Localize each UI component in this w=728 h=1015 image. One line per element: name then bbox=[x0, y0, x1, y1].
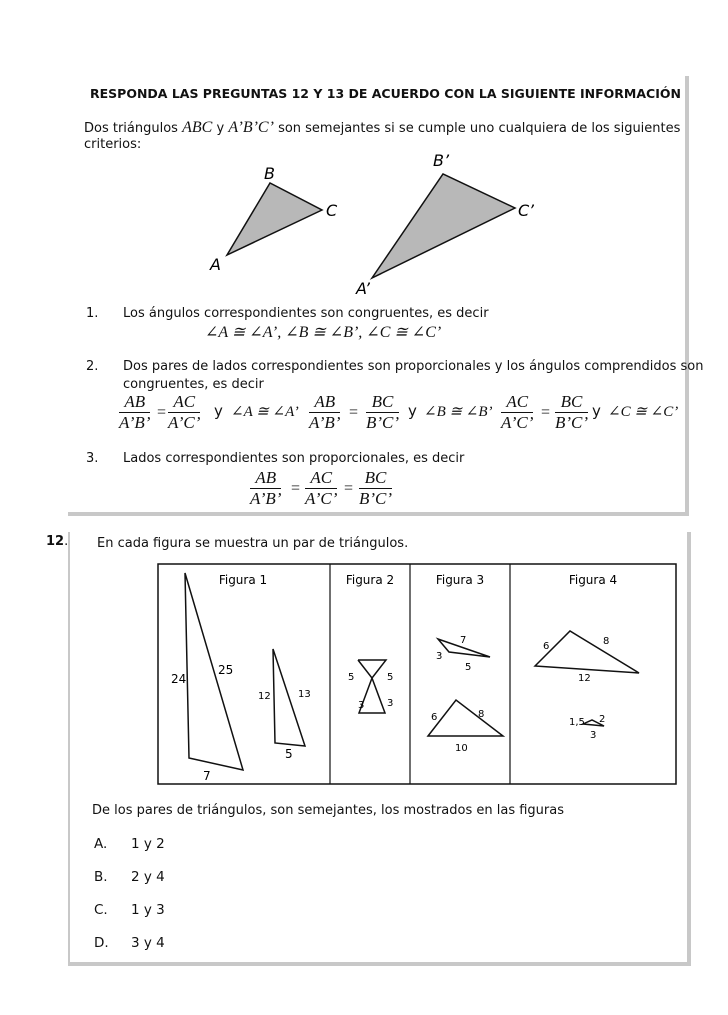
c2-y-1: y bbox=[214, 402, 223, 420]
intro-line-2: criterios: bbox=[84, 137, 142, 152]
option-d[interactable] bbox=[94, 935, 165, 951]
option-b-text: 2 y 4 bbox=[131, 869, 165, 885]
fig1-label-7: 7 bbox=[203, 769, 211, 783]
option-c-letter: C. bbox=[94, 902, 108, 918]
c2-eq-1: = bbox=[157, 404, 167, 421]
triangle-abc-prime: A’B’C’ bbox=[228, 119, 274, 136]
fig1-label-24: 24 bbox=[171, 672, 187, 686]
label-big-B: B’ bbox=[433, 151, 450, 170]
fig4-label-2: 2 bbox=[599, 714, 606, 725]
c3-frac-ab: $\frac{AB}{A’B’}$ bbox=[250, 468, 282, 508]
fig4-label-12: 12 bbox=[578, 673, 591, 684]
triangle-abc: ABC bbox=[182, 119, 213, 136]
option-d-letter: D. bbox=[94, 935, 109, 951]
figure-2-title: Figura 2 bbox=[345, 573, 395, 587]
c2-frac-ac-3: $\frac{AC}{A’C’}$ bbox=[501, 392, 534, 432]
criterion-1-text: Los ángulos correspondientes son congruentes, es decir bbox=[123, 306, 489, 321]
c3-frac-bc: $\frac{BC}{B’C’}$ bbox=[359, 468, 393, 508]
criterion-2-text-2: congruentes, es decir bbox=[123, 377, 264, 392]
option-b-letter: B. bbox=[94, 869, 108, 885]
label-small-C: C bbox=[326, 201, 338, 220]
c2-angle-a: ∠A ≅ ∠A’ bbox=[231, 404, 299, 420]
intro-mid: y bbox=[216, 121, 225, 136]
c2-frac-ab-2: $\frac{AB}{A’B’}$ bbox=[309, 392, 341, 432]
c2-y-2: y bbox=[408, 402, 417, 420]
c3-frac-ac: $\frac{AC}{A’C’}$ bbox=[305, 468, 338, 508]
fig3-large-triangle bbox=[428, 700, 503, 736]
c2-angle-b: ∠B ≅ ∠B’ bbox=[424, 404, 493, 420]
small-triangle bbox=[227, 183, 322, 255]
fig2-label-5b: 5 bbox=[387, 672, 394, 683]
header-title: RESPONDA LAS PREGUNTAS 12 Y 13 DE ACUERDO CON LA SIGUIENTE INFORMACIÓN bbox=[90, 86, 681, 101]
fig1-label-13: 13 bbox=[298, 689, 311, 700]
fig1-label-12: 12 bbox=[258, 691, 271, 702]
fig4-label-6: 6 bbox=[543, 641, 550, 652]
criterion-3-number: 3. bbox=[86, 451, 99, 466]
fig3-label-8: 8 bbox=[478, 709, 485, 720]
c3-eq-2: = bbox=[344, 480, 354, 497]
c2-frac-bc-3: $\frac{BC}{B’C’}$ bbox=[555, 392, 589, 432]
fig2-label-3b: 3 bbox=[387, 698, 394, 709]
fig4-label-8: 8 bbox=[603, 636, 610, 647]
fig3-label-6: 6 bbox=[431, 712, 438, 723]
fig4-label-1-5: 1,5 bbox=[569, 717, 585, 728]
intro-line-1 bbox=[84, 119, 680, 137]
option-b[interactable] bbox=[94, 869, 165, 885]
fig1-label-5: 5 bbox=[285, 747, 293, 761]
fig4-large-triangle bbox=[535, 631, 639, 673]
criterion-1-formula: ∠A ≅ ∠A’, ∠B ≅ ∠B’, ∠C ≅ ∠C’ bbox=[205, 324, 442, 341]
c3-eq-1: = bbox=[291, 480, 301, 497]
c2-eq-3: = bbox=[541, 404, 551, 421]
option-d-text: 3 y 4 bbox=[131, 935, 165, 951]
c2-frac-ac: $\frac{AC}{A’C’}$ bbox=[168, 392, 201, 432]
fig1-large-triangle bbox=[185, 573, 243, 770]
criterion-1-number: 1. bbox=[86, 306, 99, 321]
fig2-label-3a: 3 bbox=[358, 700, 365, 711]
c2-y-3: y bbox=[592, 402, 601, 420]
fig3-label-10: 10 bbox=[455, 743, 468, 754]
figures-table bbox=[157, 563, 677, 785]
criterion-2-number: 2. bbox=[86, 359, 99, 374]
label-big-A: A’ bbox=[356, 279, 370, 298]
fig4-label-3: 3 bbox=[590, 730, 597, 741]
criterion-2-text: Dos pares de lados correspondientes son proporcionales y los ángulos comprendidos son bbox=[123, 359, 704, 374]
fig3-label-3: 3 bbox=[436, 651, 443, 662]
c2-frac-ab: $\frac{AB}{A’B’}$ bbox=[119, 392, 151, 432]
option-c[interactable] bbox=[94, 902, 165, 918]
question-number: 12. bbox=[46, 534, 69, 549]
fig1-label-25: 25 bbox=[218, 663, 234, 677]
fig2-label-5a: 5 bbox=[348, 672, 355, 683]
c2-eq-2: = bbox=[349, 404, 359, 421]
figure-1-title: Figura 1 bbox=[218, 573, 268, 587]
c2-angle-c: ∠C ≅ ∠C’ bbox=[608, 404, 679, 420]
question-prompt: De los pares de triángulos, son semejantes, los mostrados en las figuras bbox=[92, 803, 565, 818]
question-stem: En cada figura se muestra un par de triángulos. bbox=[97, 536, 409, 551]
figure-3-title: Figura 3 bbox=[435, 573, 485, 587]
option-a[interactable] bbox=[94, 836, 165, 852]
large-triangle bbox=[372, 174, 515, 278]
option-a-text: 1 y 2 bbox=[131, 836, 165, 852]
c2-frac-bc: $\frac{BC}{B’C’}$ bbox=[366, 392, 400, 432]
criterion-3-text: Lados correspondientes son proporcionales, es decir bbox=[123, 451, 465, 466]
option-a-letter: A. bbox=[94, 836, 108, 852]
intro-suffix: son semejantes si se cumple uno cualquiera de los siguientes bbox=[278, 121, 681, 136]
label-small-B: B bbox=[264, 164, 275, 183]
option-c-text: 1 y 3 bbox=[131, 902, 165, 918]
figure-4-title: Figura 4 bbox=[568, 573, 618, 587]
fig3-label-5: 5 bbox=[465, 662, 472, 673]
fig3-label-7: 7 bbox=[460, 635, 467, 646]
label-big-C: C’ bbox=[518, 201, 534, 220]
similar-triangles-diagram bbox=[200, 150, 560, 300]
label-small-A: A bbox=[210, 255, 221, 274]
intro-prefix: Dos triángulos bbox=[84, 121, 178, 136]
